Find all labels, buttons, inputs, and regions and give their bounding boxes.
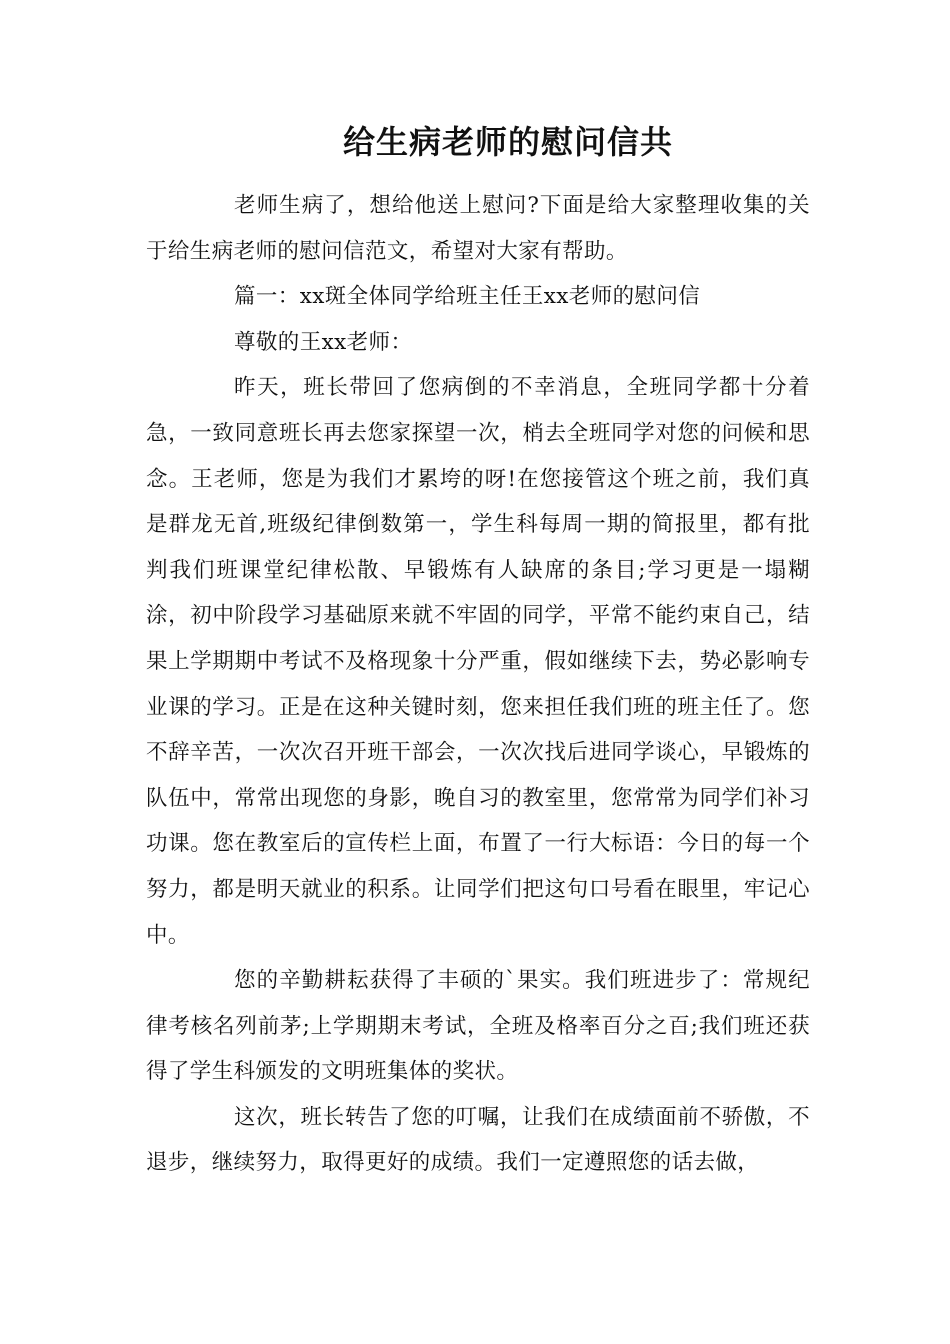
intro-paragraph: 老师生病了，想给他送上慰问?下面是给大家整理收集的关于给生病老师的慰问信范文，希望对大家有帮助。 xyxy=(146,193,810,264)
section-heading: 篇一：xx斑全体同学给班主任王xx老师的慰问信 xyxy=(234,284,701,310)
document-body xyxy=(146,183,810,1186)
body-paragraph: 昨天，班长带回了您病倒的不幸消息，全班同学都十分着急，一致同意班长再去您家探望一次，梢去全班同学对您的问候和思念。王老师，您是为我们才累垮的呀!在您接管这个班之前，我们真是群龙无首,班级纪律倒数第一，学生科每周一期的简报里，都有批判我们班课堂纪律松散、早锻炼有人缺席的条目;学习更是一塌糊涂，初中阶段学习基础原来就不牢固的同学，平常不能约束自己，结果上学期期中考试不及格现象十分严重，假如继续下去，势必影响专业课的学习。正是在这种关键时刻，您来担任我们班的班主任了。您不辞辛苦，一次次召开班干部会，一次次找后进同学谈心，早锻炼的队伍中，常常出现您的身影，晚自习的教室里，您常常为同学们补习功课。您在教室后的宣传栏上面，布置了一行大标语：今日的每一个努力，都是明天就业的积系。让同学们把这句口号看在眼里，牢记心中。 xyxy=(146,375,810,948)
body-paragraph: 您的辛勤耕耘获得了丰硕的`果实。我们班进步了：常规纪律考核名列前茅;上学期期末考试，全班及格率百分之百;我们班还获得了学生科颁发的文明班集体的奖状。 xyxy=(146,968,810,1085)
body-paragraph: 这次，班长转告了您的叮嘱，让我们在成绩面前不骄傲，不退步，继续努力，取得更好的成绩。我们一定遵照您的话去做， xyxy=(146,1104,810,1176)
document-title: 给生病老师的慰问信共 xyxy=(342,123,673,161)
salutation: 尊敬的王xx老师： xyxy=(234,329,413,355)
